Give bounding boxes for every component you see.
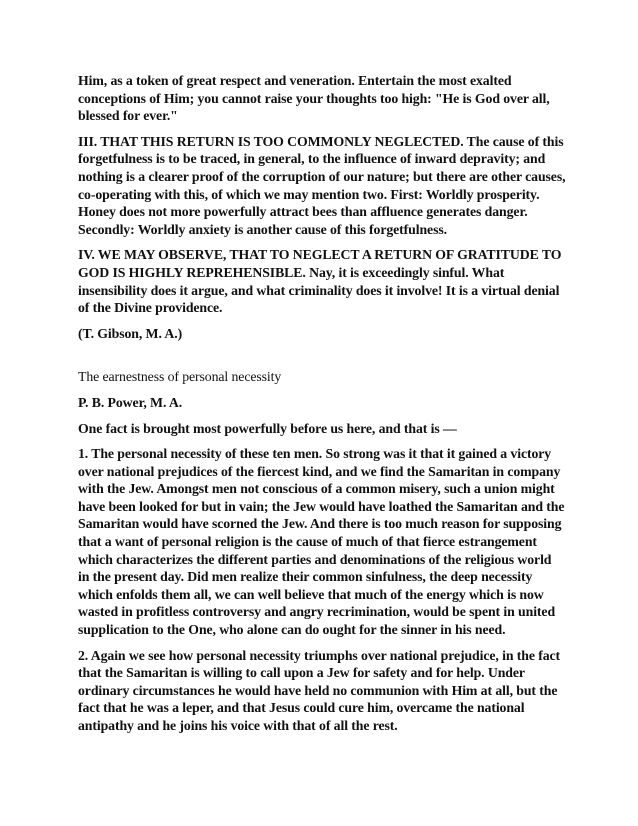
section-author: P. B. Power, M. A. [78,394,183,410]
document-page [78,72,566,743]
section-intro: One fact is brought most powerfully before us here, and that is — [78,420,457,436]
paragraph-continuation: Him, as a token of great respect and veneration. Entertain the most exalted conceptions of Him; you cannot raise your thoughts too high: "He is God over all, blessed for ever." [78,73,550,124]
paragraph-point-three: III. THAT THIS RETURN IS TOO COMMONLY NEGLECTED. The cause of this forgetfulness is to be traced, in general, to the influence of inward depravity; and nothing is a clearer proof of the corruption of our nature; but there are other causes, co-operating with this, of which we may mention two. First: Worldly prosperity. Honey does not more powerfully attract bees than affluence generates danger. Secondly: Worldly anxiety is another cause of this forgetfulness. [78,133,566,237]
section-title: The earnestness of personal necessity [78,369,282,385]
section-point-one: 1. The personal necessity of these ten men. So strong was it that it gained a victory over national prejudices of the fiercest kind, and we find the Samaritan in company with the Jew. Amongst men not conscious of a common misery, such a union might have been looked for but in vain; the Jew would have loathed the Samaritan and the Samaritan would have scorned the Jew. And there is too much reason for supposing that a want of personal religion is the cause of much of that fierce estrangement which characterizes the different parties and denominations of the religious world in the present day. Did men realize their common sinfulness, the deep necessity which enfolds them all, we can well believe that much of the energy which is now wasted in profitless controversy and angry recrimination, would be spent in united supplication to the One, who alone can do ought for the sinner in his need. [78,446,565,638]
paragraph-point-four: IV. WE MAY OBSERVE, THAT TO NEGLECT A RETURN OF GRATITUDE TO GOD IS HIGHLY REPREHENSIBLE. Nay, it is exceedingly sinful. What insensibility does it argue, and what criminality does it involve! It is a virtual denial of the Divine providence. [78,247,562,316]
section-gap [78,350,566,368]
section-point-two: 2. Again we see how personal necessity triumphs over national prejudice, in the fact that the Samaritan is willing to call upon a Jew for safety and for help. Under ordinary circumstances he would have held no communion with Him at all, but the fact that he was a leper, and that Jesus could cure him, overcame the national antipathy and he joins his voice with that of all the rest. [78,647,561,733]
attribution: (T. Gibson, M. A.) [78,325,183,341]
